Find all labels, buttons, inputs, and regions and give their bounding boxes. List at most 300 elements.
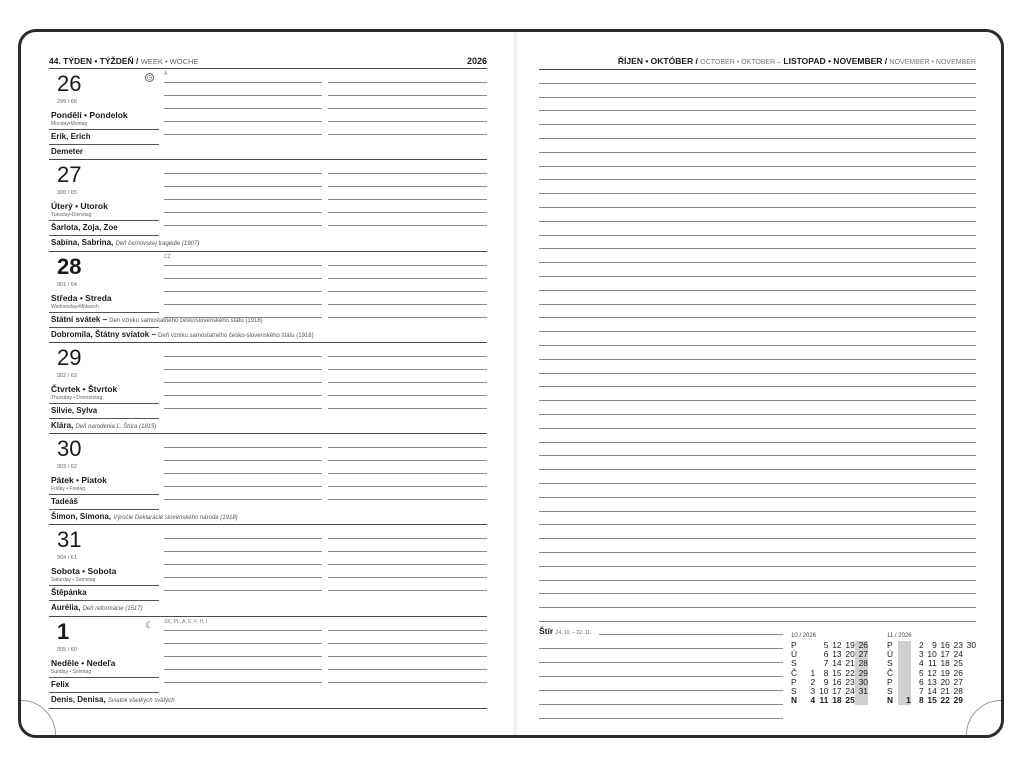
notes-line[interactable] bbox=[539, 235, 976, 236]
notes-line[interactable] bbox=[539, 442, 976, 443]
calendar-day bbox=[963, 678, 976, 687]
writing-line[interactable] bbox=[164, 395, 322, 396]
left-page bbox=[49, 54, 487, 709]
writing-line[interactable] bbox=[328, 356, 487, 357]
calendar-day: 18 bbox=[832, 695, 842, 706]
calendar-day: 7 bbox=[919, 686, 924, 697]
zodiac-label bbox=[539, 626, 591, 636]
weekday-abbrev: P bbox=[791, 676, 797, 687]
calendar-grid bbox=[791, 641, 868, 705]
calendar-day: 10 bbox=[819, 686, 829, 697]
calendar-day: 6 bbox=[823, 649, 829, 660]
writing-line[interactable] bbox=[328, 199, 487, 200]
weekday-abbrev: P bbox=[887, 676, 893, 687]
weekday-name: Neděle • Nedeľa bbox=[51, 657, 116, 668]
calendar-day: 26 bbox=[953, 667, 963, 678]
calendar-row bbox=[791, 669, 868, 678]
name-rule bbox=[49, 600, 159, 601]
day-list bbox=[49, 69, 487, 709]
calendar-day bbox=[802, 650, 815, 659]
calendar-day bbox=[802, 641, 815, 650]
calendar-day: 13 bbox=[927, 676, 937, 687]
calendar-day: 11 bbox=[819, 695, 829, 706]
nameday-text: Dobromila, Štátny sviatok – bbox=[51, 329, 156, 339]
notes-line[interactable] bbox=[539, 331, 976, 332]
calendar-day: 15 bbox=[927, 695, 937, 706]
notes-line[interactable] bbox=[539, 317, 976, 318]
calendar-day: 28 bbox=[953, 686, 963, 697]
calendar-day: 13 bbox=[832, 649, 842, 660]
calendar-day: 1 bbox=[810, 667, 816, 678]
notes-line[interactable] bbox=[539, 428, 976, 429]
writing-line[interactable] bbox=[328, 186, 487, 187]
notes-line[interactable] bbox=[539, 152, 976, 153]
week-title: 44. TÝDEN • TÝŽDEŇ / bbox=[49, 56, 139, 66]
day-of-year: 302 / 63 bbox=[57, 372, 77, 379]
calendar-day: 30 bbox=[966, 640, 976, 650]
zodiac-line[interactable] bbox=[539, 718, 783, 719]
writing-line[interactable] bbox=[164, 134, 322, 135]
notes-line[interactable] bbox=[539, 83, 976, 84]
zodiac-line[interactable] bbox=[539, 662, 783, 663]
calendar-day: 19 bbox=[940, 667, 950, 678]
notes-line[interactable] bbox=[539, 593, 976, 594]
calendar-day: 23 bbox=[845, 676, 855, 687]
writing-line[interactable] bbox=[328, 656, 487, 657]
calendar-day: 25 bbox=[845, 695, 855, 706]
day-number: 31 bbox=[57, 527, 82, 553]
calendar-day: 29 bbox=[855, 669, 868, 678]
name-rule bbox=[49, 692, 159, 693]
writing-line[interactable] bbox=[328, 173, 487, 174]
calendar-day: 8 bbox=[919, 695, 924, 706]
notes-line[interactable] bbox=[539, 538, 976, 539]
calendar-day: 17 bbox=[940, 649, 950, 660]
name-rule bbox=[49, 220, 159, 221]
calendar-day: 21 bbox=[940, 686, 950, 697]
notes-line[interactable] bbox=[539, 262, 976, 263]
weekday-abbrev: P bbox=[887, 640, 893, 650]
calendar-day: 3 bbox=[810, 686, 816, 697]
month-header bbox=[539, 54, 976, 68]
nameday-text: Aurélia, bbox=[51, 603, 81, 613]
day-block bbox=[49, 160, 487, 251]
calendar-row bbox=[791, 687, 868, 696]
moon-phase-icon: ◷ bbox=[146, 75, 153, 81]
week-header bbox=[49, 54, 487, 68]
writing-line[interactable] bbox=[328, 551, 487, 552]
name-rule bbox=[49, 129, 159, 130]
calendar-row bbox=[791, 641, 868, 650]
name-rule bbox=[49, 418, 159, 419]
writing-line[interactable] bbox=[164, 369, 322, 370]
calendar-day: 15 bbox=[832, 667, 842, 678]
calendar-day: 8 bbox=[823, 667, 829, 678]
writing-line[interactable] bbox=[164, 499, 322, 500]
notes-line[interactable] bbox=[539, 566, 976, 567]
weekday-abbrev: Ú bbox=[791, 649, 798, 660]
nameday-text: Tadeáš bbox=[51, 497, 78, 507]
notes-line[interactable] bbox=[539, 304, 976, 305]
zodiac-line[interactable] bbox=[539, 648, 783, 649]
calendar-day: 25 bbox=[953, 658, 963, 669]
nameday-note: Deň vzniku samostatného česko-slovenského štátu (1918) bbox=[158, 332, 314, 339]
writing-line[interactable] bbox=[164, 356, 322, 357]
writing-line[interactable] bbox=[328, 278, 487, 279]
day-number: 1 bbox=[57, 618, 70, 644]
day-of-year: 303 / 62 bbox=[57, 464, 77, 471]
calendar-row bbox=[791, 696, 868, 705]
weekday-name: Středa • Streda bbox=[51, 292, 112, 303]
nameday-note: Výročie Deklarácie slovenského národa (1918) bbox=[113, 515, 238, 522]
notes-line[interactable] bbox=[539, 483, 976, 484]
month2-alt: NOVEMBER • NOVEMBER bbox=[889, 59, 976, 66]
writing-line[interactable] bbox=[164, 447, 322, 448]
writing-line[interactable] bbox=[164, 682, 322, 683]
calendar-day bbox=[898, 669, 911, 678]
calendar-day bbox=[898, 659, 911, 668]
notes-line[interactable] bbox=[539, 221, 976, 222]
weekday-abbrev: Č bbox=[887, 667, 894, 678]
calendar-day: 31 bbox=[855, 687, 868, 696]
weekday-abbrev: P bbox=[791, 640, 797, 650]
calendar-row bbox=[791, 678, 868, 687]
name-rule bbox=[49, 235, 159, 236]
writing-line[interactable] bbox=[328, 121, 487, 122]
calendar-day: 6 bbox=[919, 676, 924, 687]
month2-title: LISTOPAD • NOVEMBER / bbox=[783, 56, 888, 66]
notes-line[interactable] bbox=[539, 607, 976, 608]
weekday-name: Pondělí • Pondelok bbox=[51, 110, 128, 120]
nameday-line bbox=[51, 603, 487, 612]
calendar-day: 24 bbox=[845, 686, 855, 697]
writing-line[interactable] bbox=[328, 669, 487, 670]
notes-line[interactable] bbox=[539, 276, 976, 277]
writing-line[interactable] bbox=[164, 199, 322, 200]
calendar-day: 2 bbox=[919, 640, 924, 650]
writing-line[interactable] bbox=[164, 317, 322, 318]
writing-line[interactable] bbox=[164, 186, 322, 187]
day-number: 30 bbox=[57, 436, 82, 462]
notes-line[interactable] bbox=[539, 511, 976, 512]
writing-line[interactable] bbox=[164, 225, 322, 226]
calendar-day: 16 bbox=[832, 676, 842, 687]
writing-line[interactable] bbox=[164, 304, 322, 305]
writing-line[interactable] bbox=[164, 382, 322, 383]
notes-line[interactable] bbox=[539, 207, 976, 208]
nameday-note: Sviatok všetkých svätých bbox=[107, 697, 175, 704]
name-rule bbox=[49, 327, 159, 328]
notes-line[interactable] bbox=[539, 414, 976, 415]
notes-line[interactable] bbox=[539, 193, 976, 194]
nameday-line bbox=[51, 238, 487, 247]
name-rule bbox=[49, 494, 159, 495]
calendar-day: 10 bbox=[927, 649, 937, 660]
notes-line[interactable] bbox=[539, 552, 976, 553]
nameday-text: Silvie, Sylva bbox=[51, 405, 98, 415]
writing-line[interactable] bbox=[328, 317, 487, 318]
calendar-day: 19 bbox=[845, 640, 855, 650]
weekday-translation: Friday • Freitag bbox=[51, 486, 85, 493]
notes-line[interactable] bbox=[539, 580, 976, 581]
weekday-translation: Tuesday•Dienstag bbox=[51, 212, 92, 219]
notes-line[interactable] bbox=[539, 69, 976, 70]
zodiac-line[interactable] bbox=[539, 676, 783, 677]
writing-line[interactable] bbox=[328, 486, 487, 487]
name-rule bbox=[49, 677, 159, 678]
year-label: 2026 bbox=[466, 56, 487, 66]
writing-line[interactable] bbox=[164, 408, 322, 409]
writing-line[interactable] bbox=[328, 95, 487, 96]
calendar-day: 20 bbox=[845, 649, 855, 660]
nameday-note: Deň narodenia Ľ. Štúra (1815) bbox=[75, 423, 157, 430]
calendar-day: 1 bbox=[898, 696, 911, 705]
nameday-text: Klára, bbox=[51, 420, 74, 430]
weekday-abbrev: Ú bbox=[887, 649, 894, 660]
calendar-day bbox=[963, 696, 976, 705]
calendar-day: 11 bbox=[928, 658, 937, 669]
writing-line[interactable] bbox=[164, 564, 322, 565]
name-rule bbox=[49, 585, 159, 586]
weekday-abbrev: S bbox=[791, 686, 797, 697]
notes-line[interactable] bbox=[539, 497, 976, 498]
nameday-text: Sabína, Sabrina, bbox=[51, 238, 114, 248]
corner-arc-right bbox=[966, 700, 1004, 738]
calendar-day: 12 bbox=[927, 667, 937, 678]
writing-line[interactable] bbox=[328, 395, 487, 396]
calendar-day: 28 bbox=[855, 659, 868, 668]
writing-line[interactable] bbox=[164, 212, 322, 213]
writing-line[interactable] bbox=[328, 564, 487, 565]
moon-phase-icon: ☾ bbox=[145, 619, 154, 630]
notes-line[interactable] bbox=[539, 373, 976, 374]
writing-line[interactable] bbox=[328, 408, 487, 409]
writing-line[interactable] bbox=[164, 460, 322, 461]
writing-line[interactable] bbox=[328, 382, 487, 383]
day-number: 29 bbox=[57, 344, 82, 370]
writing-line[interactable] bbox=[328, 682, 487, 683]
notes-line[interactable] bbox=[539, 359, 976, 360]
mini-calendar-november bbox=[887, 632, 976, 705]
writing-line[interactable] bbox=[164, 577, 322, 578]
day-separator bbox=[49, 708, 487, 709]
month1-alt: OCTOBER • OKTOBER – bbox=[700, 59, 782, 66]
weekday-translation: Sunday • Sonntag bbox=[51, 668, 92, 675]
writing-line[interactable] bbox=[328, 538, 487, 539]
calendar-day: 21 bbox=[845, 658, 855, 669]
writing-line[interactable] bbox=[164, 473, 322, 474]
nameday-line bbox=[51, 695, 487, 704]
weekday-abbrev: N bbox=[791, 695, 798, 706]
page-gutter bbox=[512, 32, 520, 735]
calendar-row bbox=[791, 659, 868, 668]
writing-line[interactable] bbox=[328, 473, 487, 474]
calendar-day bbox=[855, 696, 868, 705]
weekday-abbrev: S bbox=[887, 658, 893, 669]
name-rule bbox=[49, 144, 159, 145]
name-rule bbox=[49, 509, 159, 510]
calendar-day bbox=[963, 669, 976, 678]
day-of-year: 305 / 60 bbox=[57, 646, 77, 653]
day-of-year: 301 / 64 bbox=[57, 281, 77, 288]
calendar-day: 29 bbox=[953, 695, 963, 706]
writing-line[interactable] bbox=[164, 278, 322, 279]
day-of-year: 304 / 61 bbox=[57, 555, 77, 562]
calendar-day: 5 bbox=[823, 640, 829, 650]
weekday-abbrev: S bbox=[791, 658, 797, 669]
day-number: 27 bbox=[57, 162, 82, 188]
calendar-day bbox=[898, 650, 911, 659]
nameday-note: Deň reformácie (1517) bbox=[82, 606, 143, 613]
writing-line[interactable] bbox=[164, 538, 322, 539]
writing-line[interactable] bbox=[164, 108, 322, 109]
notes-line[interactable] bbox=[539, 455, 976, 456]
writing-line[interactable] bbox=[328, 134, 487, 135]
name-rule bbox=[49, 312, 159, 313]
calendar-day bbox=[898, 678, 911, 687]
day-block bbox=[49, 343, 487, 434]
notes-line[interactable] bbox=[539, 248, 976, 249]
writing-line[interactable] bbox=[164, 486, 322, 487]
notes-line[interactable] bbox=[539, 400, 976, 401]
mini-calendar-october bbox=[791, 632, 868, 705]
holiday-country-tag: CZ bbox=[164, 253, 171, 260]
notes-line[interactable] bbox=[539, 179, 976, 180]
writing-line[interactable] bbox=[164, 82, 322, 83]
calendar-day: 12 bbox=[832, 640, 842, 650]
holiday-country-tag: SK, PL, A, E, F, H, I bbox=[164, 618, 208, 625]
writing-line[interactable] bbox=[328, 108, 487, 109]
calendar-row bbox=[887, 696, 976, 705]
notes-line[interactable] bbox=[539, 166, 976, 167]
writing-line[interactable] bbox=[328, 212, 487, 213]
zodiac-line[interactable] bbox=[539, 690, 783, 691]
day-block bbox=[49, 252, 487, 343]
zodiac-line[interactable] bbox=[599, 634, 783, 635]
weekday-name: Úterý • Utorok bbox=[51, 201, 108, 212]
calendar-day: 30 bbox=[855, 678, 868, 687]
writing-line[interactable] bbox=[164, 121, 322, 122]
weekday-abbrev: S bbox=[887, 686, 893, 697]
nameday-text: Erik, Erich bbox=[51, 132, 91, 141]
day-block bbox=[49, 434, 487, 525]
day-of-year: 300 / 65 bbox=[57, 190, 77, 197]
holiday-country-tag: A bbox=[164, 71, 168, 77]
nameday-text: Státní svátek – bbox=[51, 314, 108, 324]
weekday-name: Pátek • Piatok bbox=[51, 475, 107, 486]
writing-line[interactable] bbox=[164, 95, 322, 96]
writing-line[interactable] bbox=[328, 291, 487, 292]
writing-line[interactable] bbox=[328, 643, 487, 644]
notes-line[interactable] bbox=[539, 345, 976, 346]
nameday-line bbox=[51, 330, 487, 339]
writing-line[interactable] bbox=[328, 225, 487, 226]
calendar-day: 27 bbox=[855, 650, 868, 659]
writing-line[interactable] bbox=[328, 577, 487, 578]
calendar-title: 11 / 2026 bbox=[887, 633, 912, 639]
calendar-day: 23 bbox=[953, 640, 963, 650]
nameday-note: Deň černovskej tragédie (1907) bbox=[115, 241, 200, 248]
calendar-day: 14 bbox=[927, 686, 937, 697]
calendar-day: 9 bbox=[932, 640, 937, 650]
notes-line[interactable] bbox=[539, 386, 976, 387]
nameday-line bbox=[51, 147, 487, 156]
writing-line[interactable] bbox=[328, 369, 487, 370]
calendar-day: 16 bbox=[940, 640, 950, 650]
notes-line[interactable] bbox=[539, 124, 976, 125]
calendar-day: 24 bbox=[953, 649, 963, 660]
day-block bbox=[49, 617, 487, 709]
writing-line[interactable] bbox=[164, 630, 322, 631]
calendar-day: 27 bbox=[953, 676, 963, 687]
writing-line[interactable] bbox=[164, 643, 322, 644]
nameday-text: Felix bbox=[51, 679, 70, 689]
weekday-translation: Monday•Montag bbox=[51, 121, 88, 127]
weekday-name: Sobota • Sobota bbox=[51, 566, 117, 577]
day-of-year: 299 / 66 bbox=[57, 99, 77, 105]
name-rule bbox=[49, 403, 159, 404]
writing-line[interactable] bbox=[164, 291, 322, 292]
right-page bbox=[539, 54, 976, 706]
calendar-title: 10 / 2026 bbox=[791, 633, 817, 639]
writing-line[interactable] bbox=[164, 551, 322, 552]
notes-line[interactable] bbox=[539, 524, 976, 525]
planner-spread bbox=[18, 29, 1004, 738]
writing-line[interactable] bbox=[328, 460, 487, 461]
writing-line[interactable] bbox=[328, 82, 487, 83]
nameday-text: Štěpánka bbox=[51, 588, 87, 598]
writing-line[interactable] bbox=[328, 265, 487, 266]
notes-line[interactable] bbox=[539, 110, 976, 111]
week-title-alt: WEEK • WOCHE bbox=[140, 57, 199, 66]
nameday-line bbox=[51, 421, 487, 430]
calendar-day: 20 bbox=[940, 676, 950, 687]
writing-line[interactable] bbox=[164, 265, 322, 266]
writing-line[interactable] bbox=[328, 304, 487, 305]
nameday-text: Denis, Denisa, bbox=[51, 694, 106, 704]
writing-line[interactable] bbox=[328, 630, 487, 631]
calendar-day bbox=[963, 650, 976, 659]
writing-line[interactable] bbox=[164, 669, 322, 670]
nameday-text: Demeter bbox=[51, 147, 84, 156]
notes-line[interactable] bbox=[539, 621, 976, 622]
weekday-name: Čtvrtek • Štvrtok bbox=[51, 383, 118, 394]
weekday-abbrev: Č bbox=[791, 667, 798, 678]
calendar-day: 4 bbox=[919, 658, 924, 669]
writing-line[interactable] bbox=[164, 656, 322, 657]
calendar-day: 9 bbox=[823, 676, 829, 687]
calendar-day: 5 bbox=[919, 667, 924, 678]
zodiac-line[interactable] bbox=[539, 704, 783, 705]
notes-line[interactable] bbox=[539, 469, 976, 470]
notes-line[interactable] bbox=[539, 290, 976, 291]
calendar-day: 7 bbox=[823, 658, 829, 669]
notes-line[interactable] bbox=[539, 138, 976, 139]
calendar-day bbox=[963, 687, 976, 696]
writing-line[interactable] bbox=[164, 590, 322, 591]
writing-line[interactable] bbox=[328, 447, 487, 448]
month1-title: ŘÍJEN • OKTÓBER / bbox=[617, 56, 698, 66]
nameday-text: Šimon, Simona, bbox=[51, 512, 112, 522]
calendar-grid bbox=[887, 641, 976, 705]
calendar-day bbox=[898, 641, 911, 650]
calendar-day: 22 bbox=[940, 695, 950, 706]
writing-line[interactable] bbox=[328, 499, 487, 500]
notes-line[interactable] bbox=[539, 97, 976, 98]
writing-line[interactable] bbox=[328, 590, 487, 591]
writing-line[interactable] bbox=[164, 173, 322, 174]
calendar-day: 14 bbox=[832, 658, 842, 669]
